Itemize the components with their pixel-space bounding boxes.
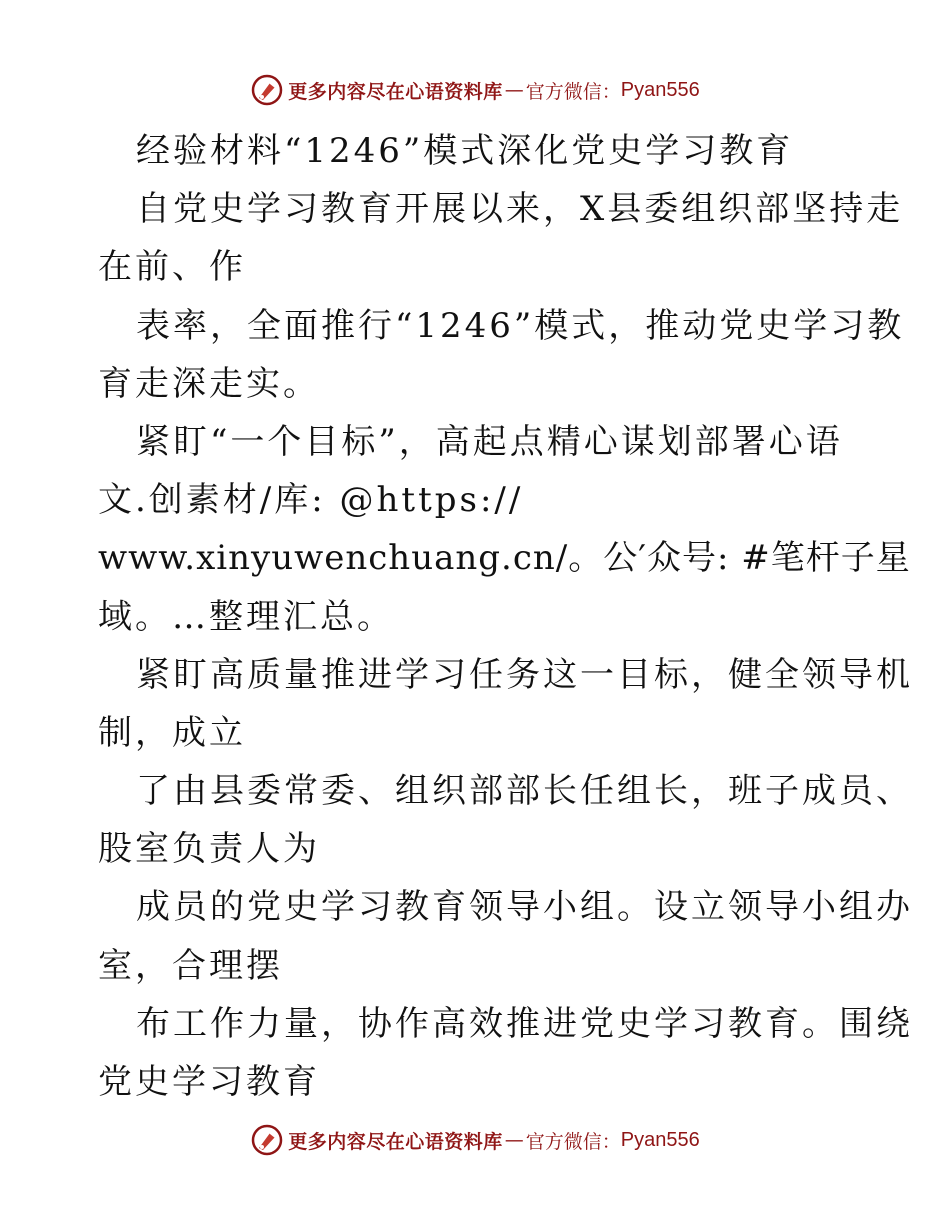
text-line: 室，合理摆 (98, 945, 283, 986)
text-line: 党史学习教育 (98, 1062, 320, 1102)
banner-title: 更多内容尽在心语资料库 (288, 1130, 503, 1153)
text-line: 育走深走实。 (98, 363, 320, 404)
banner-separator: — (504, 79, 524, 101)
text-line: 域。…整理汇总。 (98, 596, 394, 637)
text-line: 股室负责人为 (98, 829, 320, 870)
header-banner (0, 70, 950, 110)
text-line: 了由县委常委、组织部部长任组长，班子成员、 (136, 771, 913, 812)
text-line: 紧盯高质量推进学习任务这一目标，健全领导机 (136, 654, 913, 695)
text-line: 布工作力量，协作高效推进党史学习教育。围绕 (136, 1003, 913, 1044)
text-line: 在前、作 (98, 247, 246, 288)
banner-wechat-label: 官方微信： (525, 80, 621, 103)
text-line: 自党史学习教育开展以来，X县委组织部坚持走 (136, 189, 904, 230)
banner-wechat-id: Pyan556 (620, 1128, 700, 1151)
banner-separator: — (504, 1129, 524, 1151)
text-line: 表率，全面推行“1246”模式，推动党史学习教 (136, 305, 905, 346)
text-line: 制，成立 (98, 712, 246, 753)
text-line: 成员的党史学习教育领导小组。设立领导小组办 (136, 887, 913, 928)
pen-nib-icon (250, 73, 284, 107)
footer-banner (0, 1120, 950, 1160)
banner-wechat-id: Pyan556 (620, 78, 700, 101)
document-title: 经验材料“1246”模式深化党史学习教育 (136, 131, 794, 171)
text-line: www.xinyuwenchuang.cn/。公′众号: #笔杆子星 (98, 538, 911, 579)
text-line: 紧盯“一个目标”，高起点精心谋划部署心语 (136, 421, 843, 462)
banner-wechat-label: 官方微信： (525, 1130, 621, 1153)
banner-title: 更多内容尽在心语资料库 (288, 80, 503, 103)
text-line: 文.创素材/库: @https:// (98, 480, 524, 521)
document-body (98, 122, 913, 1111)
pen-nib-icon (250, 1123, 284, 1157)
